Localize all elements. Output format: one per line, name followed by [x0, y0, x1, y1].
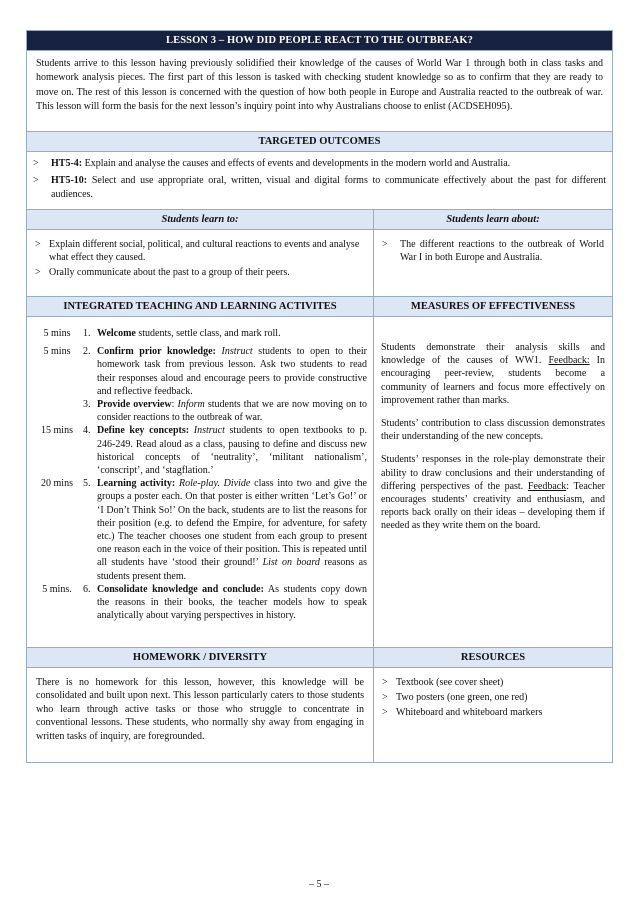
measure-paragraph: Students demonstrate their analysis skills and knowledge of the causes of WW1. Feedback: In encouraging peer-review, students become a community of learners and focus more effectively on improvement rather than marks.	[381, 342, 606, 406]
activity-number: 1.	[83, 328, 91, 339]
activity-time: 5 mins	[43, 346, 71, 358]
activity-item	[31, 583, 367, 623]
learn-about-heading: Students learn about:	[374, 210, 613, 230]
outcome-item	[33, 174, 606, 202]
learn-to-heading: Students learn to:	[27, 210, 374, 230]
activity-number: 2.	[83, 346, 91, 358]
targeted-outcomes-heading: TARGETED OUTCOMES	[27, 132, 613, 152]
bullet-marker: >	[33, 158, 39, 169]
activity-time: 15 mins	[41, 425, 73, 437]
lesson-plan-table	[26, 30, 613, 763]
activity-label: Learning activity:	[97, 478, 176, 490]
learn-about-text: The different reactions to the outbreak of World War I in both Europe and Australia.	[400, 239, 605, 263]
lesson-plan-page	[26, 30, 612, 763]
activity-number: 6.	[83, 583, 91, 595]
activity-item	[31, 327, 367, 340]
activity-time: 5 mins	[43, 328, 71, 339]
activity-verb: Inform	[177, 399, 205, 411]
activities-list	[27, 317, 374, 648]
activity-time	[31, 398, 83, 424]
activity-text: reasons as students present them.	[97, 557, 367, 582]
activity-number: 4.	[83, 425, 91, 437]
activity-text: students to open to their homework task from previous lesson. Ask two students to read their responses aloud and encourage peers to provide constructive and reflective feedback.	[97, 346, 367, 397]
activity-label: Consolidate knowledge and conclude:	[97, 583, 264, 595]
list-item	[35, 266, 365, 279]
homework-text: There is no homework for this lesson, however, this knowledge will be consolidated and built upon next. This lesson particularly caters to those students who learn through active tasks or those who struggle to concentrate in conventional lessons. These students, who normally shy away from engaging in written tasks of inquiry, are foregrounded.	[27, 668, 374, 763]
activity-item	[31, 345, 367, 398]
activity-label: Confirm prior knowledge:	[97, 346, 216, 358]
activity-text: students, settle class, and mark roll.	[135, 328, 281, 339]
measures-list	[374, 317, 613, 648]
list-item	[382, 238, 604, 264]
list-item	[382, 706, 604, 719]
outcome-code: HT5-10:	[51, 175, 88, 186]
learn-to-list	[27, 230, 374, 297]
bullet-marker: >	[33, 175, 39, 186]
bullet-marker: >	[382, 692, 388, 703]
activity-item	[31, 424, 367, 477]
outcome-text: Select and use appropriate oral, written, visual and digital forms to communicate effectively about the past for different audiences.	[51, 175, 607, 200]
resource-text: Two posters (one green, one red)	[396, 692, 528, 703]
feedback-label: Feedback:	[548, 355, 590, 367]
bullet-marker: >	[382, 707, 388, 718]
list-item	[382, 691, 604, 704]
measures-heading: MEASURES OF EFFECTIVENESS	[374, 297, 613, 317]
bullet-marker: >	[382, 677, 388, 688]
resources-list	[374, 668, 613, 763]
outcome-text: Explain and analyse the causes and effects of events and developments in the modern world and Australia.	[84, 158, 511, 169]
learn-to-text: Explain different social, political, and cultural reactions to events and analyse what effect they caused.	[49, 239, 360, 263]
activity-number: 5.	[83, 478, 91, 490]
lesson-title: LESSON 3 – HOW DID PEOPLE REACT TO THE OUTBREAK?	[27, 31, 613, 51]
activity-verb: Instruct	[221, 346, 253, 358]
targeted-outcomes	[27, 152, 613, 210]
lesson-intro: Students arrive to this lesson having previously solidified their knowledge of the causes of World War 1 through both in class tasks and homework analysis pieces. The first part of this lesson is tasked with checking student knowledge so as to confirm that they are ready to move on. The rest of this lesson is concerned with the question of how both people in Europe and Australia reacted to the outbreak of war. This lesson will form the basis for the next lesson’s inquiry point into why Australians choose to enlist (ACDSEH095).	[27, 51, 613, 132]
measure-paragraph: Students’ responses in the role-play demonstrate their ability to draw conclusions and their understanding of differing perspectives of the past. Feedback: Teacher encourages students’ creativity and enthusiasm, and reports back orally on their ideas – developing them if needed as they write them on the board.	[381, 454, 606, 532]
activity-label: Provide overview	[97, 399, 172, 411]
list-item	[35, 238, 365, 264]
activity-label: Welcome	[97, 328, 136, 339]
activities-heading: INTEGRATED TEACHING AND LEARNING ACTIVITES	[27, 297, 374, 317]
bullet-marker: >	[382, 239, 388, 250]
activity-verb: List on board	[262, 557, 320, 569]
bullet-marker: >	[35, 267, 41, 278]
resource-text: Textbook (see cover sheet)	[396, 677, 504, 688]
activity-text: class into two and give the groups a poster each. On that poster is either written ‘Let’s Go!’ or ‘I Don’t Think So!’ On the back, students are to list the reasons for their position (e.g. to defend the Empire, for adventure, for safety etc.) The teacher chooses one student from each group to present one reason each in the voice of their position. This is repeated until all students have ‘stood their ground!’	[97, 478, 367, 569]
bullet-marker: >	[35, 239, 41, 250]
activity-text: students that we are now moving on to consider reactions to the outbreak of war.	[97, 399, 367, 424]
activity-label: Define key concepts:	[97, 425, 190, 437]
activity-text: As students copy down the reasons in their books, the teacher models how to speak analytically about varying perspectives in history.	[97, 583, 368, 622]
activity-verb: Role-play. Divide	[179, 478, 251, 490]
activity-number: 3.	[83, 399, 91, 411]
outcome-code: HT5-4:	[51, 158, 83, 169]
homework-heading: HOMEWORK / DIVERSITY	[27, 648, 374, 668]
page-number: – 5 –	[309, 879, 329, 890]
list-item	[382, 676, 604, 689]
activity-time: 5 mins.	[42, 583, 72, 595]
resources-heading: RESOURCES	[374, 648, 613, 668]
feedback-label: Feedback	[527, 480, 567, 492]
activity-text: students to open textbooks to p. 246-249. Read aloud as a class, pausing to define and discuss new historical concepts of ‘neutrality’, ‘militant nationalism’, ‘conscript’, and ‘stagflation.’	[97, 425, 368, 477]
measure-paragraph: Students’ contribution to class discussion demonstrates their understanding of the new concepts.	[381, 418, 606, 443]
activity-item: 3. Provide overview: Inform students that we are now moving on to consider reactions to the outbreak of war.	[31, 398, 367, 424]
resource-text: Whiteboard and whiteboard markers	[396, 707, 543, 718]
learn-about-list	[374, 230, 613, 297]
learn-to-text: Orally communicate about the past to a group of their peers.	[49, 267, 290, 278]
activity-item	[31, 477, 367, 583]
activity-verb: Instruct	[193, 425, 225, 437]
outcome-item	[33, 157, 606, 171]
activity-time: 20 mins	[41, 478, 73, 490]
